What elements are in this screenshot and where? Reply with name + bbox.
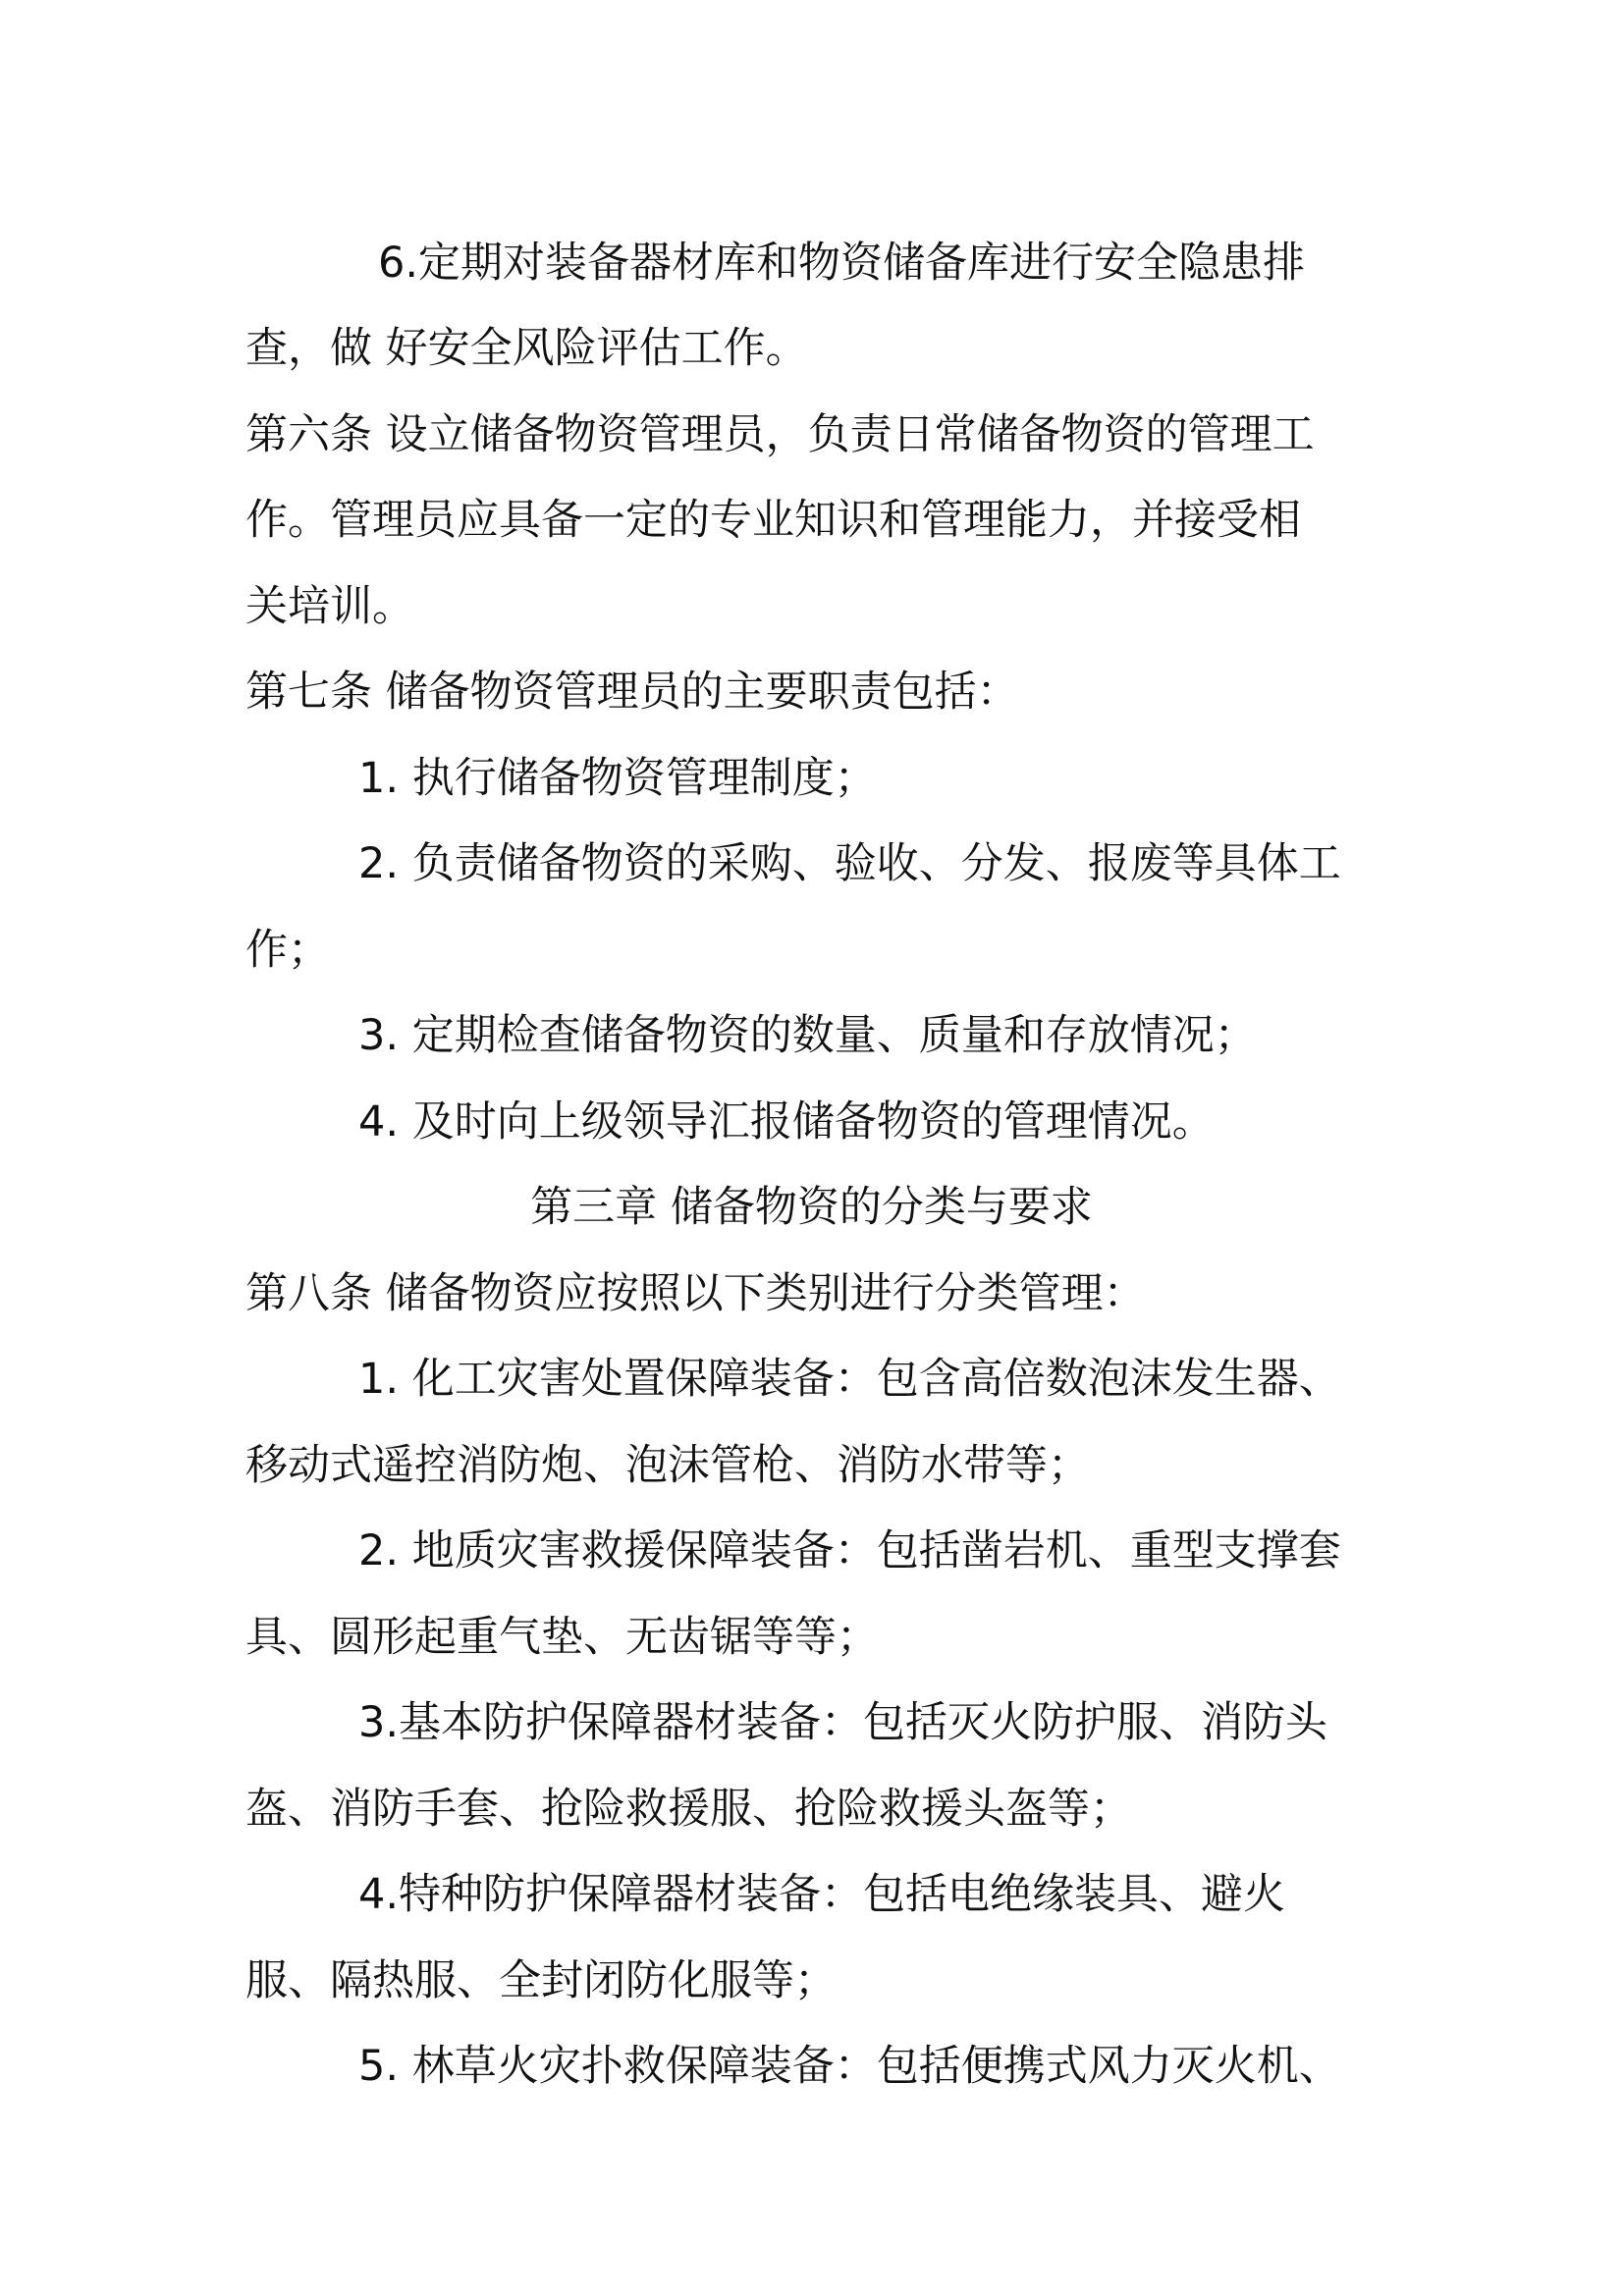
article8-item5-line1: 5. 林草火灾扑救保障装备：包括便携式风力灭火机、 (358, 2042, 1341, 2091)
article8-item3-line2: 盔、消防手套、抢险救援服、抢险救援头盔等； (245, 1785, 1132, 1834)
article8-item2-line2: 具、圆形起重气垫、无齿锯等等； (245, 1613, 879, 1662)
article6-line3: 关培训。 (245, 582, 414, 631)
article6-line1: 第六条 设立储备物资管理员，负责日常储备物资的管理工 (245, 410, 1315, 459)
article7-item3: 3. 定期检查储备物资的数量、质量和存放情况； (358, 1011, 1257, 1060)
article7-item4: 4. 及时向上级领导汇报储备物资的管理情况。 (358, 1097, 1215, 1147)
article8-item4-line1: 4.特种防护保障器材装备：包括电绝缘装具、避火 (358, 1870, 1286, 1919)
article8-item1-line1: 1. 化工灾害处置保障装备：包含高倍数泡沫发生器、 (358, 1355, 1341, 1404)
article8-title: 第八条 储备物资应按照以下类别进行分类管理： (245, 1269, 1146, 1318)
item6-line1: 6.定期对装备器材库和物资储备库进行安全隐患排 (378, 239, 1306, 288)
article7-item2-line1: 2. 负责储备物资的采购、验收、分发、报废等具体工 (358, 839, 1341, 888)
article8-item2-line1: 2. 地质灾害救援保障装备：包括凿岩机、重型支撑套 (358, 1526, 1341, 1575)
article6-line2: 作。管理员应具备一定的专业知识和管理能力，并接受相 (245, 496, 1301, 545)
chapter3-title: 第三章 储备物资的分类与要求 (530, 1183, 1093, 1232)
article8-item3-line1: 3.基本防护保障器材装备：包括灭火防护服、消防头 (358, 1698, 1328, 1747)
article7-item2-line2: 作； (245, 926, 330, 975)
article7-title: 第七条 储备物资管理员的主要职责包括： (245, 667, 1019, 717)
item6-line2: 查，做 好安全风险评估工作。 (245, 324, 808, 373)
article8-item1-line2: 移动式遥控消防炮、泡沫管枪、消防水带等； (245, 1441, 1090, 1490)
article7-item1: 1. 执行储备物资管理制度； (358, 754, 877, 803)
article8-item4-line2: 服、隔热服、全封闭防化服等； (245, 1956, 837, 2005)
